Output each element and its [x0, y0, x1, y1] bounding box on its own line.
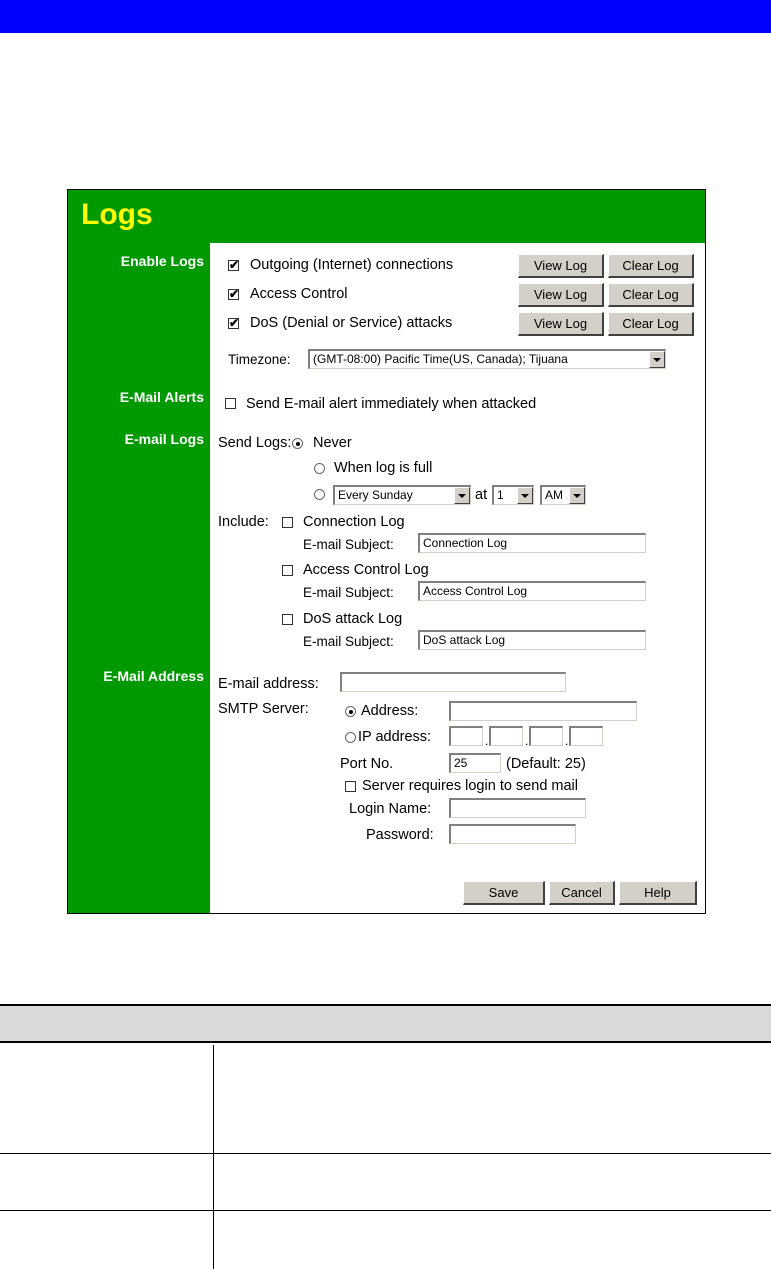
page-title: Logs	[81, 198, 153, 231]
timezone-label: Timezone:	[228, 352, 291, 367]
dos-attacks-label: DoS (Denial or Service) attacks	[250, 315, 453, 331]
top-banner	[0, 0, 771, 33]
outgoing-connections-checkbox[interactable]	[228, 260, 239, 271]
email-address-label: E-mail address:	[218, 676, 319, 692]
smtp-address-input[interactable]	[449, 701, 637, 721]
table-row	[0, 1211, 771, 1269]
panel-header	[68, 190, 705, 243]
login-name-label: Login Name:	[349, 801, 432, 817]
include-label: Include:	[218, 514, 269, 530]
section-label-email-address: E-Mail Address	[103, 668, 204, 684]
section-label-enable-logs: Enable Logs	[120, 253, 204, 269]
table-cell	[0, 1045, 214, 1153]
clear-access-log-button[interactable]: Clear Log	[608, 283, 694, 307]
smtp-address-radio[interactable]	[345, 706, 356, 717]
view-access-log-button[interactable]: View Log	[518, 283, 604, 307]
smtp-server-label: SMTP Server:	[218, 701, 309, 717]
chevron-down-icon	[649, 351, 665, 368]
send-schedule-radio[interactable]	[314, 489, 325, 500]
ip-octet-4-input[interactable]	[569, 726, 603, 746]
smtp-ip-option-label: IP address:	[358, 729, 432, 745]
access-control-subject-label: E-mail Subject:	[303, 585, 394, 600]
section-label-email-logs: E-mail Logs	[124, 431, 204, 447]
send-never-label: Never	[313, 435, 352, 451]
ip-octet-2-input[interactable]	[489, 726, 523, 746]
access-control-log-label: Access Control Log	[303, 562, 429, 578]
smtp-ip-radio[interactable]	[345, 732, 356, 743]
schedule-hour-select[interactable]	[492, 485, 534, 505]
dos-subject-label: E-mail Subject:	[303, 634, 394, 649]
server-login-label: Server requires login to send mail	[362, 778, 578, 794]
table-header	[0, 1006, 771, 1043]
send-when-full-radio[interactable]	[314, 463, 325, 474]
chevron-down-icon	[517, 487, 533, 504]
table-cell	[0, 1211, 214, 1269]
schedule-at-label: at	[475, 487, 488, 503]
outgoing-connections-label: Outgoing (Internet) connections	[250, 257, 454, 273]
schedule-day-select[interactable]	[333, 485, 471, 505]
section-sidebar	[68, 243, 210, 913]
dos-attacks-checkbox[interactable]	[228, 318, 239, 329]
send-logs-label: Send Logs:	[218, 435, 292, 451]
schedule-ampm-value: AM	[545, 488, 563, 502]
chevron-down-icon	[569, 487, 585, 504]
timezone-select[interactable]	[308, 349, 666, 369]
access-control-checkbox[interactable]	[228, 289, 239, 300]
section-label-email-alerts: E-Mail Alerts	[119, 389, 204, 405]
access-control-subject-input[interactable]: Access Control Log	[418, 581, 646, 601]
dos-attack-log-label: DoS attack Log	[303, 611, 403, 627]
connection-log-checkbox[interactable]	[282, 517, 293, 528]
view-outgoing-log-button[interactable]: View Log	[518, 254, 604, 278]
password-input[interactable]	[449, 824, 576, 844]
table-row	[0, 1154, 771, 1211]
table-cell	[0, 1154, 214, 1210]
logs-panel	[67, 189, 706, 914]
schedule-day-value: Every Sunday	[338, 488, 413, 502]
email-alert-label: Send E-mail alert immediately when attacked	[246, 396, 537, 412]
connection-subject-label: E-mail Subject:	[303, 537, 394, 552]
login-name-input[interactable]	[449, 798, 586, 818]
help-button[interactable]: Help	[619, 881, 697, 905]
port-label: Port No.	[340, 756, 394, 772]
send-never-radio[interactable]	[292, 438, 303, 449]
connection-subject-input[interactable]: Connection Log	[418, 533, 646, 553]
ip-octet-1-input[interactable]	[449, 726, 483, 746]
ip-separator: .	[565, 734, 569, 748]
server-login-checkbox[interactable]	[345, 781, 356, 792]
port-default-label: (Default: 25)	[506, 756, 586, 772]
timezone-value: (GMT-08:00) Pacific Time(US, Canada); Tijuana	[313, 352, 568, 366]
access-control-log-checkbox[interactable]	[282, 565, 293, 576]
view-dos-log-button[interactable]: View Log	[518, 312, 604, 336]
schedule-hour-value: 1	[497, 488, 504, 502]
access-control-label: Access Control	[250, 286, 348, 302]
ip-separator: .	[525, 734, 529, 748]
description-table	[0, 1004, 771, 1269]
email-alert-checkbox[interactable]	[225, 398, 236, 409]
password-label: Password:	[366, 827, 434, 843]
dos-subject-input[interactable]: DoS attack Log	[418, 630, 646, 650]
smtp-address-option-label: Address:	[361, 703, 419, 719]
cancel-button[interactable]: Cancel	[549, 881, 615, 905]
schedule-ampm-select[interactable]	[540, 485, 586, 505]
ip-separator: .	[485, 734, 489, 748]
connection-log-label: Connection Log	[303, 514, 405, 530]
table-row	[0, 1045, 771, 1154]
clear-outgoing-log-button[interactable]: Clear Log	[608, 254, 694, 278]
ip-octet-3-input[interactable]	[529, 726, 563, 746]
clear-dos-log-button[interactable]: Clear Log	[608, 312, 694, 336]
chevron-down-icon	[454, 487, 470, 504]
dos-attack-log-checkbox[interactable]	[282, 614, 293, 625]
send-when-full-label: When log is full	[334, 460, 433, 476]
save-button[interactable]: Save	[463, 881, 545, 905]
port-input[interactable]: 25	[449, 753, 501, 773]
email-address-input[interactable]	[340, 672, 566, 692]
